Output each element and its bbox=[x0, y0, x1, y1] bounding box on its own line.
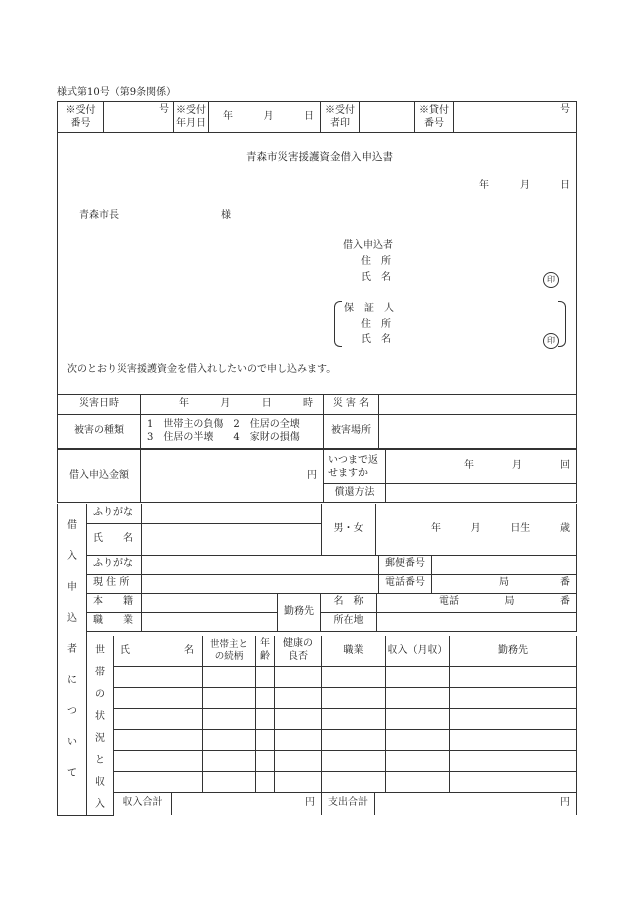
applicant-side-label bbox=[57, 504, 87, 816]
hh-side-char: 状 bbox=[95, 711, 105, 723]
hh-cell[interactable] bbox=[203, 708, 256, 729]
datetime-field[interactable] bbox=[141, 395, 324, 415]
hh-side-char: 帯 bbox=[95, 667, 105, 679]
damage-line-2: 3 住居の半壊 4 家財の損傷 bbox=[147, 431, 300, 443]
hh-cell[interactable] bbox=[275, 771, 322, 792]
hh-cell[interactable] bbox=[203, 729, 256, 750]
col-job-header: 職業 bbox=[322, 636, 386, 666]
hi: 日 bbox=[304, 110, 314, 122]
damage-place-label: 被害場所 bbox=[324, 415, 379, 449]
form-title: 青森市災害援護資金借入申込書 bbox=[246, 151, 393, 163]
furigana2-field[interactable] bbox=[142, 555, 379, 574]
honseki-label: 本 籍 bbox=[87, 593, 142, 612]
postal-label: 郵便番号 bbox=[379, 555, 432, 574]
hh-cell[interactable] bbox=[256, 729, 275, 750]
hh-cell[interactable] bbox=[275, 750, 322, 771]
household-row bbox=[114, 771, 577, 792]
hh-side-char: と bbox=[95, 754, 105, 766]
tsuki: 月 bbox=[263, 110, 274, 122]
repay-method-field[interactable] bbox=[386, 484, 577, 503]
col-health-header: 健康の 良否 bbox=[275, 636, 322, 666]
birth-d: 日生 bbox=[510, 523, 531, 534]
address-field[interactable] bbox=[142, 574, 379, 593]
expense-total-field[interactable] bbox=[375, 792, 577, 815]
loan-no-field[interactable] bbox=[454, 102, 577, 133]
income-total-field[interactable] bbox=[172, 792, 322, 815]
go-1: 号 bbox=[159, 104, 169, 115]
phone-field[interactable] bbox=[432, 574, 577, 593]
form-label: 様式第10号（第9条関係） bbox=[57, 87, 177, 98]
household-table bbox=[113, 636, 577, 793]
income-total-label: 収入合計 bbox=[114, 792, 172, 815]
repay-when-label: いつまで返 せますか bbox=[324, 450, 386, 484]
date-y: 年 bbox=[479, 180, 489, 191]
hh-cell[interactable] bbox=[203, 771, 256, 792]
guarantor-label: 保 証 人 bbox=[344, 303, 394, 314]
hh-side-char: 況 bbox=[95, 732, 105, 744]
totals-table bbox=[113, 792, 577, 815]
name-field[interactable] bbox=[142, 523, 322, 555]
household-row bbox=[114, 729, 577, 750]
age: 歳 bbox=[559, 523, 570, 534]
hh-cell[interactable] bbox=[114, 750, 203, 771]
household-row bbox=[114, 666, 577, 687]
damage-place-field[interactable] bbox=[379, 415, 577, 449]
postal-field[interactable] bbox=[432, 555, 577, 574]
hh-cell[interactable] bbox=[450, 771, 577, 792]
birth-m: 月 bbox=[470, 523, 481, 534]
hh-cell[interactable] bbox=[256, 666, 275, 687]
loan-yen: 円 bbox=[307, 469, 317, 481]
col-name-header bbox=[114, 636, 203, 666]
expense-total-label: 支出合計 bbox=[322, 792, 375, 815]
damage-line-1: 1 世帯主の負傷 2 住居の全壊 bbox=[147, 419, 300, 430]
dt-h: 時 bbox=[302, 398, 313, 410]
applicant-table bbox=[86, 504, 577, 556]
repay-method-label: 償還方法 bbox=[324, 484, 386, 503]
guarantor-name-label: 氏 名 bbox=[361, 334, 391, 345]
hh-cell[interactable] bbox=[114, 771, 203, 792]
hh-cell[interactable] bbox=[386, 687, 450, 708]
hh-side-char: 収 bbox=[95, 776, 105, 788]
hh-cell[interactable] bbox=[450, 687, 577, 708]
dt-y: 年 bbox=[179, 398, 189, 410]
hh-side-char: 入 bbox=[95, 798, 105, 810]
household-row bbox=[114, 750, 577, 771]
birth-y: 年 bbox=[431, 523, 441, 534]
birthdate-field[interactable] bbox=[376, 504, 577, 555]
col-name-2: 名 bbox=[184, 644, 194, 656]
date-d: 日 bbox=[560, 180, 570, 191]
hh-cell[interactable] bbox=[275, 708, 322, 729]
occupation-label: 職 業 bbox=[87, 612, 142, 631]
hh-cell[interactable] bbox=[114, 708, 203, 729]
dt-m: 月 bbox=[220, 398, 231, 410]
hh-side-char: 世 bbox=[95, 645, 105, 657]
gender: 男・女 bbox=[333, 523, 364, 534]
hh-cell[interactable] bbox=[386, 771, 450, 792]
bracket-left bbox=[334, 301, 342, 347]
hh-cell[interactable] bbox=[322, 771, 386, 792]
col-relation-header: 世帯主と の続柄 bbox=[203, 636, 256, 666]
side-char: て bbox=[67, 768, 77, 779]
income-yen: 円 bbox=[305, 797, 315, 809]
hh-cell[interactable] bbox=[275, 666, 322, 687]
work-table bbox=[86, 593, 577, 632]
sama: 様 bbox=[221, 210, 231, 221]
applicant-name-label: 氏 名 bbox=[361, 272, 391, 283]
go-2: 号 bbox=[560, 104, 570, 115]
wk-phone: 電話 bbox=[439, 596, 459, 607]
applicant-address-label: 住 所 bbox=[361, 256, 391, 267]
rp-y: 年 bbox=[464, 460, 474, 472]
hh-cell[interactable] bbox=[322, 750, 386, 771]
phone-label: 電話番号 bbox=[379, 574, 432, 593]
col-work-header: 勤務先 bbox=[450, 636, 577, 666]
damage-type-label: 被害の種類 bbox=[58, 415, 141, 449]
receipt-table bbox=[57, 101, 577, 133]
kyoku: 局 bbox=[499, 577, 509, 589]
honseki-field[interactable] bbox=[142, 593, 278, 612]
hh-cell[interactable] bbox=[322, 708, 386, 729]
work-name-label: 名 称 bbox=[321, 593, 377, 612]
letter-section bbox=[57, 133, 577, 395]
hh-cell[interactable] bbox=[450, 750, 577, 771]
hh-cell[interactable] bbox=[450, 729, 577, 750]
hh-cell[interactable] bbox=[256, 750, 275, 771]
side-char: 申 bbox=[67, 582, 77, 593]
hh-cell[interactable] bbox=[322, 666, 386, 687]
hh-cell[interactable] bbox=[450, 666, 577, 687]
guarantor-seal-icon: 印 bbox=[543, 333, 559, 349]
furigana2-label: ふりがな bbox=[87, 555, 142, 574]
disaster-name-label: 災 害 名 bbox=[324, 395, 379, 415]
work-label: 勤務先 bbox=[278, 593, 321, 631]
receiver-seal-label: ※受付 者印 bbox=[321, 102, 360, 133]
side-char: い bbox=[67, 737, 77, 748]
hh-cell[interactable] bbox=[386, 750, 450, 771]
receipt-date-label: ※受付 年月日 bbox=[174, 102, 209, 133]
furigana-field[interactable] bbox=[142, 504, 322, 523]
hh-cell[interactable] bbox=[203, 687, 256, 708]
guarantor-address-label: 住 所 bbox=[361, 319, 391, 330]
ban: 番 bbox=[560, 577, 570, 589]
hh-cell[interactable] bbox=[322, 687, 386, 708]
receipt-no-field[interactable] bbox=[104, 102, 174, 133]
statement: 次のとおり災害援護資金を借入れしたいので申し込みます。 bbox=[67, 364, 337, 375]
occupation-field[interactable] bbox=[142, 612, 278, 631]
side-char: 者 bbox=[67, 644, 77, 655]
hh-side-char: の bbox=[95, 689, 105, 701]
receipt-no-label: ※受付 番号 bbox=[58, 102, 104, 133]
location-field[interactable] bbox=[377, 612, 577, 631]
rp-m: 月 bbox=[512, 460, 522, 472]
bracket-right bbox=[558, 301, 566, 347]
damage-type-options[interactable] bbox=[141, 415, 324, 449]
loan-amount-field[interactable] bbox=[141, 450, 324, 503]
applicant-label: 借入申込者 bbox=[343, 240, 393, 251]
side-char: 借 bbox=[67, 520, 77, 531]
side-char: 込 bbox=[67, 613, 77, 624]
rp-kai: 回 bbox=[560, 460, 570, 472]
address-label: 現 住 所 bbox=[87, 574, 142, 593]
disaster-name-field[interactable] bbox=[379, 395, 577, 415]
col-age-header: 年 齢 bbox=[256, 636, 275, 666]
hh-cell[interactable] bbox=[203, 750, 256, 771]
nen: 年 bbox=[223, 110, 233, 122]
expense-yen: 円 bbox=[560, 797, 570, 809]
furigana-label: ふりがな bbox=[87, 504, 142, 523]
hh-cell[interactable] bbox=[322, 729, 386, 750]
side-char: つ bbox=[67, 706, 77, 717]
work-name-field[interactable] bbox=[377, 593, 577, 612]
hh-cell[interactable] bbox=[450, 708, 577, 729]
loan-amount-label: 借入申込金額 bbox=[58, 450, 141, 503]
loan-no-label: ※貸付 番号 bbox=[415, 102, 454, 133]
receipt-date-field[interactable] bbox=[209, 102, 321, 133]
address-table bbox=[86, 555, 577, 594]
date-m: 月 bbox=[520, 180, 530, 191]
wk-ban: 番 bbox=[560, 596, 570, 607]
hh-cell[interactable] bbox=[203, 666, 256, 687]
location-label: 所在地 bbox=[321, 612, 377, 631]
hh-cell[interactable] bbox=[114, 666, 203, 687]
household-row bbox=[114, 687, 577, 708]
col-income-header: 収入（月収） bbox=[386, 636, 450, 666]
hh-cell[interactable] bbox=[256, 687, 275, 708]
applicant-seal-icon: 印 bbox=[543, 272, 559, 288]
disaster-table bbox=[57, 394, 577, 449]
repay-when-field[interactable] bbox=[386, 450, 577, 484]
name-label: 氏 名 bbox=[87, 523, 142, 555]
hh-cell[interactable] bbox=[114, 729, 203, 750]
hh-cell[interactable] bbox=[114, 687, 203, 708]
household-side-label bbox=[86, 636, 114, 816]
side-char: 入 bbox=[67, 551, 77, 562]
receiver-seal-field[interactable] bbox=[360, 102, 415, 133]
hh-cell[interactable] bbox=[386, 729, 450, 750]
dt-d: 日 bbox=[261, 398, 272, 410]
hh-cell[interactable] bbox=[386, 666, 450, 687]
hh-cell[interactable] bbox=[275, 729, 322, 750]
hh-cell[interactable] bbox=[386, 708, 450, 729]
hh-cell[interactable] bbox=[275, 687, 322, 708]
hh-cell[interactable] bbox=[256, 708, 275, 729]
addressee: 青森市長 bbox=[79, 210, 119, 221]
datetime-label: 災害日時 bbox=[58, 395, 141, 415]
household-row bbox=[114, 708, 577, 729]
side-char: に bbox=[67, 675, 77, 686]
gender-field[interactable] bbox=[322, 504, 376, 555]
col-name-1: 氏 bbox=[120, 644, 130, 656]
wk-kyoku: 局 bbox=[504, 596, 515, 607]
hh-cell[interactable] bbox=[256, 771, 275, 792]
loan-table bbox=[57, 449, 577, 503]
